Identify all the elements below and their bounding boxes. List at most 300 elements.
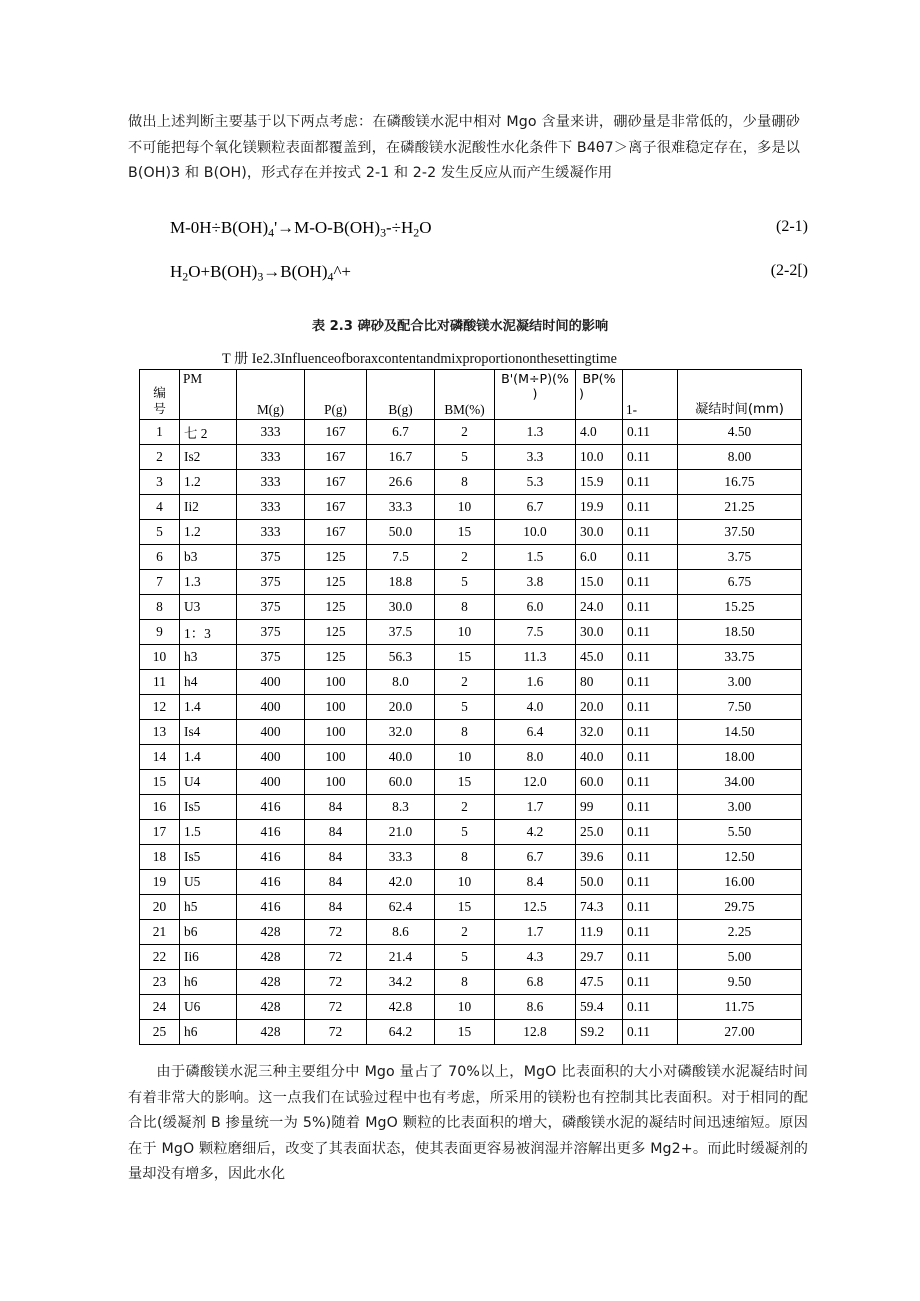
cell-p: 125	[305, 545, 367, 570]
cell-bm: 10	[435, 995, 495, 1020]
cell-p: 125	[305, 645, 367, 670]
row-number: 11	[140, 670, 180, 695]
table-row	[140, 1020, 802, 1045]
cell-m: 428	[237, 970, 305, 995]
cell-bp: 39.6	[576, 845, 623, 870]
cell-pm: h6	[180, 1020, 237, 1045]
intro-paragraph	[128, 110, 800, 187]
cell-b: 50.0	[367, 520, 435, 545]
cell-bp: 32.0	[576, 720, 623, 745]
table-row	[140, 570, 802, 595]
column-header-one: 1-	[623, 370, 678, 420]
cell-pm: 1.2	[180, 470, 237, 495]
cell-setting-time: 5.50	[678, 820, 802, 845]
cell-pm: Is5	[180, 795, 237, 820]
table-row	[140, 970, 802, 995]
row-number: 13	[140, 720, 180, 745]
cell-bm: 8	[435, 595, 495, 620]
cell-one: 0.11	[623, 1020, 678, 1045]
cell-p: 167	[305, 420, 367, 445]
cell-p: 100	[305, 720, 367, 745]
cell-one: 0.11	[623, 420, 678, 445]
cell-bp: 25.0	[576, 820, 623, 845]
row-number: 25	[140, 1020, 180, 1045]
cell-b: 30.0	[367, 595, 435, 620]
cell-setting-time: 8.00	[678, 445, 802, 470]
cell-bm: 2	[435, 420, 495, 445]
row-number: 15	[140, 770, 180, 795]
cell-bm: 5	[435, 570, 495, 595]
column-header-p: P(g)	[305, 370, 367, 420]
equation-2-2-number: (2-2[)	[770, 262, 808, 279]
cell-one: 0.11	[623, 870, 678, 895]
cell-b-m-p: 12.5	[495, 895, 576, 920]
column-header-bp-line2: )	[579, 386, 584, 401]
table-row	[140, 895, 802, 920]
table-header	[140, 370, 802, 420]
cell-b-m-p: 6.7	[495, 845, 576, 870]
cell-setting-time: 27.00	[678, 1020, 802, 1045]
cell-m: 416	[237, 845, 305, 870]
cell-b-m-p: 10.0	[495, 520, 576, 545]
row-number: 4	[140, 495, 180, 520]
cell-bp: 29.7	[576, 945, 623, 970]
cell-b-m-p: 1.6	[495, 670, 576, 695]
cell-pm: Is2	[180, 445, 237, 470]
cell-bp: 15.9	[576, 470, 623, 495]
cell-setting-time: 16.75	[678, 470, 802, 495]
cell-p: 100	[305, 670, 367, 695]
table-row	[140, 770, 802, 795]
cell-b: 33.3	[367, 845, 435, 870]
cell-m: 375	[237, 620, 305, 645]
cell-b-m-p: 12.8	[495, 1020, 576, 1045]
table-row	[140, 870, 802, 895]
table-caption-english: T 册 Ie2.3Influenceofboraxcontentandmixproportiononthesettingtime	[222, 351, 617, 367]
cell-b-m-p: 1.7	[495, 795, 576, 820]
row-number: 23	[140, 970, 180, 995]
cell-b-m-p: 1.7	[495, 920, 576, 945]
column-header-b-m-p-line2: )	[532, 386, 538, 401]
cell-bp: 24.0	[576, 595, 623, 620]
table-row	[140, 445, 802, 470]
cell-bp: 50.0	[576, 870, 623, 895]
cell-pm: h4	[180, 670, 237, 695]
column-header-pm: PM	[180, 370, 237, 420]
row-number: 10	[140, 645, 180, 670]
cell-b: 7.5	[367, 545, 435, 570]
table-row	[140, 720, 802, 745]
cell-b: 8.6	[367, 920, 435, 945]
row-number: 17	[140, 820, 180, 845]
cell-b-m-p: 4.0	[495, 695, 576, 720]
cell-p: 72	[305, 920, 367, 945]
cell-m: 400	[237, 670, 305, 695]
cell-bm: 10	[435, 745, 495, 770]
cell-p: 84	[305, 820, 367, 845]
cell-p: 100	[305, 695, 367, 720]
cell-bm: 8	[435, 470, 495, 495]
cell-m: 333	[237, 420, 305, 445]
table-row	[140, 845, 802, 870]
cell-p: 125	[305, 620, 367, 645]
row-number: 9	[140, 620, 180, 645]
cell-bm: 15	[435, 770, 495, 795]
table-caption-chinese: 表 2.3 碑砂及配合比对磷酸镁水泥凝结时间的影响	[311, 319, 609, 334]
cell-b-m-p: 8.6	[495, 995, 576, 1020]
cell-setting-time: 14.50	[678, 720, 802, 745]
cell-b: 16.7	[367, 445, 435, 470]
cell-one: 0.11	[623, 645, 678, 670]
cell-bp: 4.0	[576, 420, 623, 445]
cell-m: 400	[237, 695, 305, 720]
cell-pm: U3	[180, 595, 237, 620]
cell-setting-time: 4.50	[678, 420, 802, 445]
row-number: 19	[140, 870, 180, 895]
cell-pm: U5	[180, 870, 237, 895]
cell-setting-time: 9.50	[678, 970, 802, 995]
cell-m: 375	[237, 645, 305, 670]
cell-p: 72	[305, 970, 367, 995]
cell-bm: 5	[435, 945, 495, 970]
cell-bm: 2	[435, 920, 495, 945]
cell-bp: 59.4	[576, 995, 623, 1020]
cell-one: 0.11	[623, 620, 678, 645]
cell-one: 0.11	[623, 920, 678, 945]
row-number: 6	[140, 545, 180, 570]
cell-b: 42.8	[367, 995, 435, 1020]
cell-p: 84	[305, 895, 367, 920]
cell-setting-time: 21.25	[678, 495, 802, 520]
cell-pm: Ii2	[180, 495, 237, 520]
column-header-m: M(g)	[237, 370, 305, 420]
cell-p: 167	[305, 445, 367, 470]
cell-b: 34.2	[367, 970, 435, 995]
equation-2-1-number: (2-1)	[776, 218, 808, 235]
cell-bm: 15	[435, 645, 495, 670]
cell-bm: 15	[435, 1020, 495, 1045]
cell-b-m-p: 6.7	[495, 495, 576, 520]
cell-b: 6.7	[367, 420, 435, 445]
cell-one: 0.11	[623, 945, 678, 970]
cell-b-m-p: 3.3	[495, 445, 576, 470]
cell-one: 0.11	[623, 445, 678, 470]
row-number: 16	[140, 795, 180, 820]
cell-pm: U6	[180, 995, 237, 1020]
cell-pm: 七 2	[180, 420, 237, 445]
cell-one: 0.11	[623, 895, 678, 920]
cell-setting-time: 11.75	[678, 995, 802, 1020]
cell-m: 400	[237, 720, 305, 745]
cell-pm: U4	[180, 770, 237, 795]
cell-b: 40.0	[367, 745, 435, 770]
cell-bp: 47.5	[576, 970, 623, 995]
table-row	[140, 820, 802, 845]
cell-one: 0.11	[623, 970, 678, 995]
cell-bp: S9.2	[576, 1020, 623, 1045]
cell-one: 0.11	[623, 670, 678, 695]
cell-bm: 2	[435, 795, 495, 820]
cell-b-m-p: 4.2	[495, 820, 576, 845]
cell-m: 375	[237, 595, 305, 620]
row-number: 24	[140, 995, 180, 1020]
cell-m: 333	[237, 520, 305, 545]
cell-bp: 30.0	[576, 620, 623, 645]
cell-one: 0.11	[623, 545, 678, 570]
cell-b: 62.4	[367, 895, 435, 920]
cell-pm: 1.2	[180, 520, 237, 545]
cell-b-m-p: 8.4	[495, 870, 576, 895]
cell-b-m-p: 4.3	[495, 945, 576, 970]
cell-setting-time: 6.75	[678, 570, 802, 595]
cell-b: 26.6	[367, 470, 435, 495]
cell-b-m-p: 1.5	[495, 545, 576, 570]
cell-bm: 2	[435, 545, 495, 570]
cell-bm: 5	[435, 820, 495, 845]
cell-one: 0.11	[623, 595, 678, 620]
cell-setting-time: 5.00	[678, 945, 802, 970]
cell-b-m-p: 12.0	[495, 770, 576, 795]
cell-b: 56.3	[367, 645, 435, 670]
cell-bp: 45.0	[576, 645, 623, 670]
cell-setting-time: 3.00	[678, 795, 802, 820]
cell-one: 0.11	[623, 695, 678, 720]
cell-b: 8.0	[367, 670, 435, 695]
cell-one: 0.11	[623, 995, 678, 1020]
table-row	[140, 995, 802, 1020]
cell-m: 375	[237, 570, 305, 595]
cell-b-m-p: 6.0	[495, 595, 576, 620]
table-row	[140, 495, 802, 520]
cell-b-m-p: 8.0	[495, 745, 576, 770]
cell-b: 60.0	[367, 770, 435, 795]
table-row	[140, 620, 802, 645]
cell-b-m-p: 6.8	[495, 970, 576, 995]
cell-b: 32.0	[367, 720, 435, 745]
cell-b-m-p: 7.5	[495, 620, 576, 645]
cell-bm: 5	[435, 445, 495, 470]
cell-one: 0.11	[623, 570, 678, 595]
column-header-bp-line1: BP(%	[582, 371, 616, 386]
column-header-b-m-p	[495, 370, 576, 420]
cell-bm: 8	[435, 970, 495, 995]
row-number: 3	[140, 470, 180, 495]
cell-one: 0.11	[623, 845, 678, 870]
cell-bp: 80	[576, 670, 623, 695]
cell-pm: 1.4	[180, 745, 237, 770]
cell-pm: h6	[180, 970, 237, 995]
cell-m: 416	[237, 895, 305, 920]
row-number: 12	[140, 695, 180, 720]
cell-pm: Is5	[180, 845, 237, 870]
cell-p: 125	[305, 595, 367, 620]
cell-setting-time: 29.75	[678, 895, 802, 920]
row-number: 5	[140, 520, 180, 545]
cell-m: 333	[237, 470, 305, 495]
intro-paragraph-text: 做出上述判断主要基于以下两点考虑：在磷酸镁水泥中相对 Mgo 含量来讲，硼砂量是非常低的，少量硼砂不可能把每个氧化镁颗粒表面都覆盖到，在磷酸镁水泥酸性水化条件下 B4θ7＞离子很难稳定存在，多是以 B(OH)3 和 B(OH)，形式存在并按式 2-1 和 2-2 发生反应从而产生缓凝作用	[128, 114, 800, 181]
cell-bp: 6.0	[576, 545, 623, 570]
cell-bp: 15.0	[576, 570, 623, 595]
cell-pm: 1.5	[180, 820, 237, 845]
cell-m: 400	[237, 770, 305, 795]
cell-bm: 15	[435, 520, 495, 545]
cell-m: 428	[237, 1020, 305, 1045]
cell-p: 72	[305, 995, 367, 1020]
table-row	[140, 470, 802, 495]
equation-2-1	[128, 218, 808, 240]
cell-one: 0.11	[623, 770, 678, 795]
cell-pm: Is4	[180, 720, 237, 745]
cell-setting-time: 12.50	[678, 845, 802, 870]
cell-bp: 11.9	[576, 920, 623, 945]
table-body	[140, 420, 802, 1045]
cell-setting-time: 37.50	[678, 520, 802, 545]
cell-b: 8.3	[367, 795, 435, 820]
column-header-no: 编 号	[140, 370, 180, 420]
cell-one: 0.11	[623, 495, 678, 520]
cell-one: 0.11	[623, 820, 678, 845]
row-number: 20	[140, 895, 180, 920]
cell-bm: 10	[435, 620, 495, 645]
column-header-setting-time: 凝结时间(mm)	[678, 370, 802, 420]
cell-pm: b3	[180, 545, 237, 570]
cell-bp: 40.0	[576, 745, 623, 770]
cell-bp: 74.3	[576, 895, 623, 920]
closing-paragraph-text: 由于磷酸镁水泥三种主要组分中 Mgo 量占了 70%以上，MgO 比表面积的大小对磷酸镁水泥凝结时间有着非常大的影响。这一点我们在试验过程中也有考虑，所采用的镁粉也有控制其比表面积。对于相同的配合比(缓凝剂 B 掺量统一为 5%)随着 MgO 颗粒的比表面积的增大，磷酸镁水泥的凝结时间迅速缩短。原因在于 MgO 颗粒磨细后，改变了其表面状态，使其表面更容易被润湿并溶解出更多 Mg2+。而此时缓凝剂的量却没有增多，因此水化	[128, 1064, 808, 1182]
cell-m: 400	[237, 745, 305, 770]
cell-setting-time: 15.25	[678, 595, 802, 620]
cell-one: 0.11	[623, 520, 678, 545]
cell-pm: 1：3	[180, 620, 237, 645]
table-row	[140, 545, 802, 570]
table-2-3	[139, 369, 801, 1045]
cell-bp: 19.9	[576, 495, 623, 520]
cell-pm: 1.4	[180, 695, 237, 720]
column-header-b: B(g)	[367, 370, 435, 420]
row-number: 1	[140, 420, 180, 445]
table-row	[140, 670, 802, 695]
cell-bp: 10.0	[576, 445, 623, 470]
table-row	[140, 520, 802, 545]
row-number: 21	[140, 920, 180, 945]
cell-p: 84	[305, 795, 367, 820]
cell-bm: 10	[435, 495, 495, 520]
cell-pm: 1.3	[180, 570, 237, 595]
cell-b: 21.4	[367, 945, 435, 970]
settings-time-table	[139, 369, 802, 1045]
cell-bm: 8	[435, 720, 495, 745]
cell-setting-time: 18.50	[678, 620, 802, 645]
cell-p: 167	[305, 470, 367, 495]
table-row	[140, 695, 802, 720]
table-row	[140, 645, 802, 670]
equation-2-1-body: $M-0H\div B(OH)_4'\to M-O-B(OH)_3-\div H_2O$	[170, 218, 432, 240]
cell-pm: h3	[180, 645, 237, 670]
cell-p: 125	[305, 570, 367, 595]
cell-b: 64.2	[367, 1020, 435, 1045]
cell-p: 84	[305, 870, 367, 895]
cell-m: 333	[237, 445, 305, 470]
cell-pm: b6	[180, 920, 237, 945]
cell-setting-time: 2.25	[678, 920, 802, 945]
cell-b: 37.5	[367, 620, 435, 645]
cell-bp: 20.0	[576, 695, 623, 720]
row-number: 7	[140, 570, 180, 595]
cell-one: 0.11	[623, 720, 678, 745]
cell-m: 428	[237, 920, 305, 945]
cell-pm: h5	[180, 895, 237, 920]
cell-b-m-p: 11.3	[495, 645, 576, 670]
cell-setting-time: 3.00	[678, 670, 802, 695]
cell-p: 72	[305, 945, 367, 970]
cell-b: 42.0	[367, 870, 435, 895]
cell-setting-time: 33.75	[678, 645, 802, 670]
column-header-bm: BM(%)	[435, 370, 495, 420]
cell-bp: 60.0	[576, 770, 623, 795]
cell-m: 333	[237, 495, 305, 520]
cell-m: 375	[237, 545, 305, 570]
cell-setting-time: 18.00	[678, 745, 802, 770]
cell-one: 0.11	[623, 745, 678, 770]
cell-m: 416	[237, 870, 305, 895]
row-number: 8	[140, 595, 180, 620]
cell-bm: 2	[435, 670, 495, 695]
cell-b: 20.0	[367, 695, 435, 720]
column-header-b-m-p-line1: B'(M÷P)(%	[501, 371, 569, 386]
cell-bm: 15	[435, 895, 495, 920]
row-number: 22	[140, 945, 180, 970]
table-row	[140, 595, 802, 620]
cell-bm: 8	[435, 845, 495, 870]
cell-b-m-p: 3.8	[495, 570, 576, 595]
cell-b-m-p: 5.3	[495, 470, 576, 495]
table-row	[140, 945, 802, 970]
cell-bm: 5	[435, 695, 495, 720]
cell-one: 0.11	[623, 470, 678, 495]
table-row	[140, 420, 802, 445]
equation-2-2	[128, 262, 808, 284]
cell-b-m-p: 1.3	[495, 420, 576, 445]
cell-pm: Ii6	[180, 945, 237, 970]
cell-p: 167	[305, 495, 367, 520]
row-number: 2	[140, 445, 180, 470]
cell-m: 416	[237, 795, 305, 820]
cell-p: 100	[305, 745, 367, 770]
cell-p: 167	[305, 520, 367, 545]
row-number: 18	[140, 845, 180, 870]
cell-one: 0.11	[623, 795, 678, 820]
cell-b-m-p: 6.4	[495, 720, 576, 745]
cell-b: 21.0	[367, 820, 435, 845]
row-number: 14	[140, 745, 180, 770]
table-row	[140, 920, 802, 945]
cell-m: 416	[237, 820, 305, 845]
cell-setting-time: 16.00	[678, 870, 802, 895]
closing-paragraph	[128, 1060, 808, 1188]
cell-setting-time: 7.50	[678, 695, 802, 720]
cell-bp: 30.0	[576, 520, 623, 545]
cell-bm: 10	[435, 870, 495, 895]
table-row	[140, 745, 802, 770]
cell-bp: 99	[576, 795, 623, 820]
cell-p: 84	[305, 845, 367, 870]
cell-p: 72	[305, 1020, 367, 1045]
cell-b: 18.8	[367, 570, 435, 595]
cell-m: 428	[237, 945, 305, 970]
cell-setting-time: 3.75	[678, 545, 802, 570]
table-row	[140, 795, 802, 820]
cell-p: 100	[305, 770, 367, 795]
